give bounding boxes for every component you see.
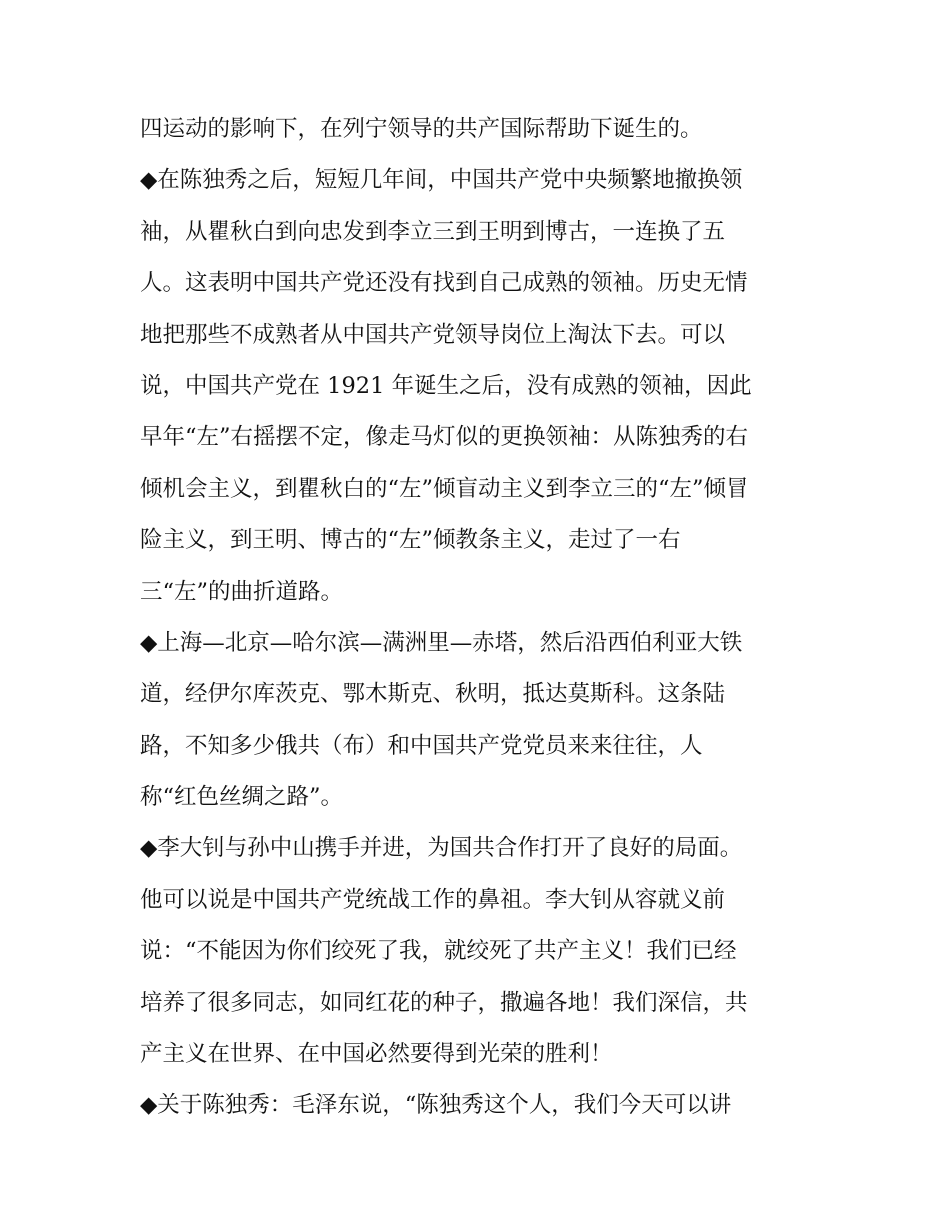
text-line: 培养了很多同志，如同红花的种子，撒遍各地！我们深信，共 (140, 989, 748, 1016)
text-line: ◆李大钊与孙中山携手并进，为国共合作打开了良好的局面。 (140, 835, 743, 862)
text-line: 三“左”的曲折道路。 (140, 578, 344, 605)
text-line: 道，经伊尔库茨克、鄂木斯克、秋明，抵达莫斯科。这条陆 (140, 681, 726, 708)
text-line: ◆在陈独秀之后，短短几年间，中国共产党中央频繁地撤换领 (140, 167, 743, 194)
text-line: 倾机会主义，到瞿秋白的“左”倾盲动主义到李立三的“左”倾冒 (140, 475, 749, 502)
text-line: 路，不知多少俄共（布）和中国共产党党员来来往往，人 (140, 732, 703, 759)
text-line: 产主义在世界、在中国必然要得到光荣的胜利！ (140, 1041, 613, 1068)
text-line: ◆关于陈独秀：毛泽东说，“陈独秀这个人，我们今天可以讲 (140, 1092, 732, 1119)
text-line: ◆上海—北京—哈尔滨—满洲里—赤塔，然后沿西伯利亚大铁 (140, 629, 743, 656)
text-line: 说，中国共产党在 1921 年诞生之后，没有成熟的领袖，因此 (140, 372, 752, 399)
body-text (140, 108, 820, 1136)
text-line: 地把那些不成熟者从中国共产党领导岗位上淘汰下去。可以 (140, 321, 726, 348)
text-line: 他可以说是中国共产党统战工作的鼻祖。李大钊从容就义前 (140, 886, 726, 913)
text-line: 险主义，到王明、博古的“左”倾教条主义，走过了一右 (140, 527, 681, 554)
text-line: 早年“左”右摇摆不定，像走马灯似的更换领袖：从陈独秀的右 (140, 424, 749, 451)
text-line: 称“红色丝绸之路”。 (140, 784, 344, 811)
text-line: 说：“不能因为你们绞死了我，就绞死了共产主义！我们已经 (140, 938, 737, 965)
text-line: 人。这表明中国共产党还没有找到自己成熟的领袖。历史无情 (140, 270, 748, 297)
text-line: 袖，从瞿秋白到向忠发到李立三到王明到博古，一连换了五 (140, 218, 726, 245)
text-line: 四运动的影响下，在列宁领导的共产国际帮助下诞生的。 (140, 116, 703, 142)
